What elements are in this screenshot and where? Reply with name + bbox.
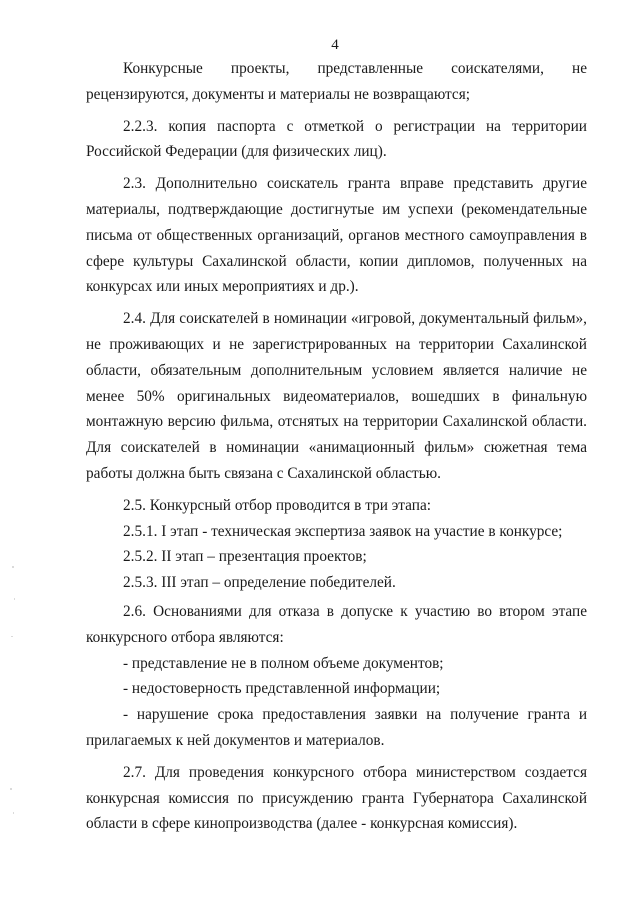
list-item-deadline-violation: - нарушение срока предоставления заявки на получение гранта и прилагаемых к ней документов и материалов. — [86, 706, 587, 749]
scan-speck — [12, 566, 14, 568]
list-item-unreliable-information: - недостоверность представленной информации; — [123, 680, 441, 698]
paragraph-2-3: 2.3. Дополнительно соискатель гранта вправе представить другие материалы, подтверждающие достигнутые им успехи (рекомендательные письма от общественных организаций, органов местного самоуправления в сфере культуры Сахалинской области, копии дипломов, полученных на конкурсах или иных мероприятиях и др.). — [86, 175, 587, 296]
scan-speck — [10, 788, 12, 790]
scan-speck — [14, 598, 15, 600]
paragraph-projects-not-reviewed: Конкурсные проекты, представленные соискателями, не рецензируются, документы и материалы не возвращаются; — [86, 60, 587, 103]
paragraph-2-5-2: 2.5.2. II этап – презентация проектов; — [123, 548, 367, 566]
paragraph-2-5: 2.5. Конкурсный отбор проводится в три этапа: — [123, 496, 431, 514]
paragraph-2-5-1: 2.5.1. I этап - техническая экспертиза заявок на участие в конкурсе; — [123, 522, 563, 540]
paragraph-2-4: 2.4. Для соискателей в номинации «игровой, документальный фильм», не проживающих и не зарегистрированных на территории Сахалинской области, обязательным дополнительным условием является наличие не менее 50% оригинальных видеоматериалов, вошедших в финальную монтажную версию фильма, отснятых на территории Сахалинской области. Для соискателей в номинации «анимационный фильм» сюжетная тема работы должна быть связана с Сахалинской областью. — [86, 310, 587, 482]
paragraph-2-2-3: 2.2.3. копия паспорта с отметкой о регистрации на территории Российской Федерации (для физических лиц). — [86, 117, 587, 161]
paragraph-2-6: 2.6. Основаниями для отказа в допуске к участию во втором этапе конкурсного отбора являются: — [86, 602, 587, 646]
document-body — [86, 56, 587, 837]
paragraph-2-7: 2.7. Для проведения конкурсного отбора министерством создается конкурсная комиссия по присуждению гранта Губернатора Сахалинской области в сфере кинопроизводства (далее - конкурсная комиссия). — [86, 763, 587, 833]
scan-speck — [13, 812, 14, 814]
list-item-incomplete-documents: - представление не в полном объеме документов; — [123, 654, 444, 672]
page-number: 4 — [331, 37, 339, 53]
paragraph-2-5-3: 2.5.3. III этап – определение победителей. — [123, 574, 396, 592]
scan-speck — [11, 636, 13, 637]
